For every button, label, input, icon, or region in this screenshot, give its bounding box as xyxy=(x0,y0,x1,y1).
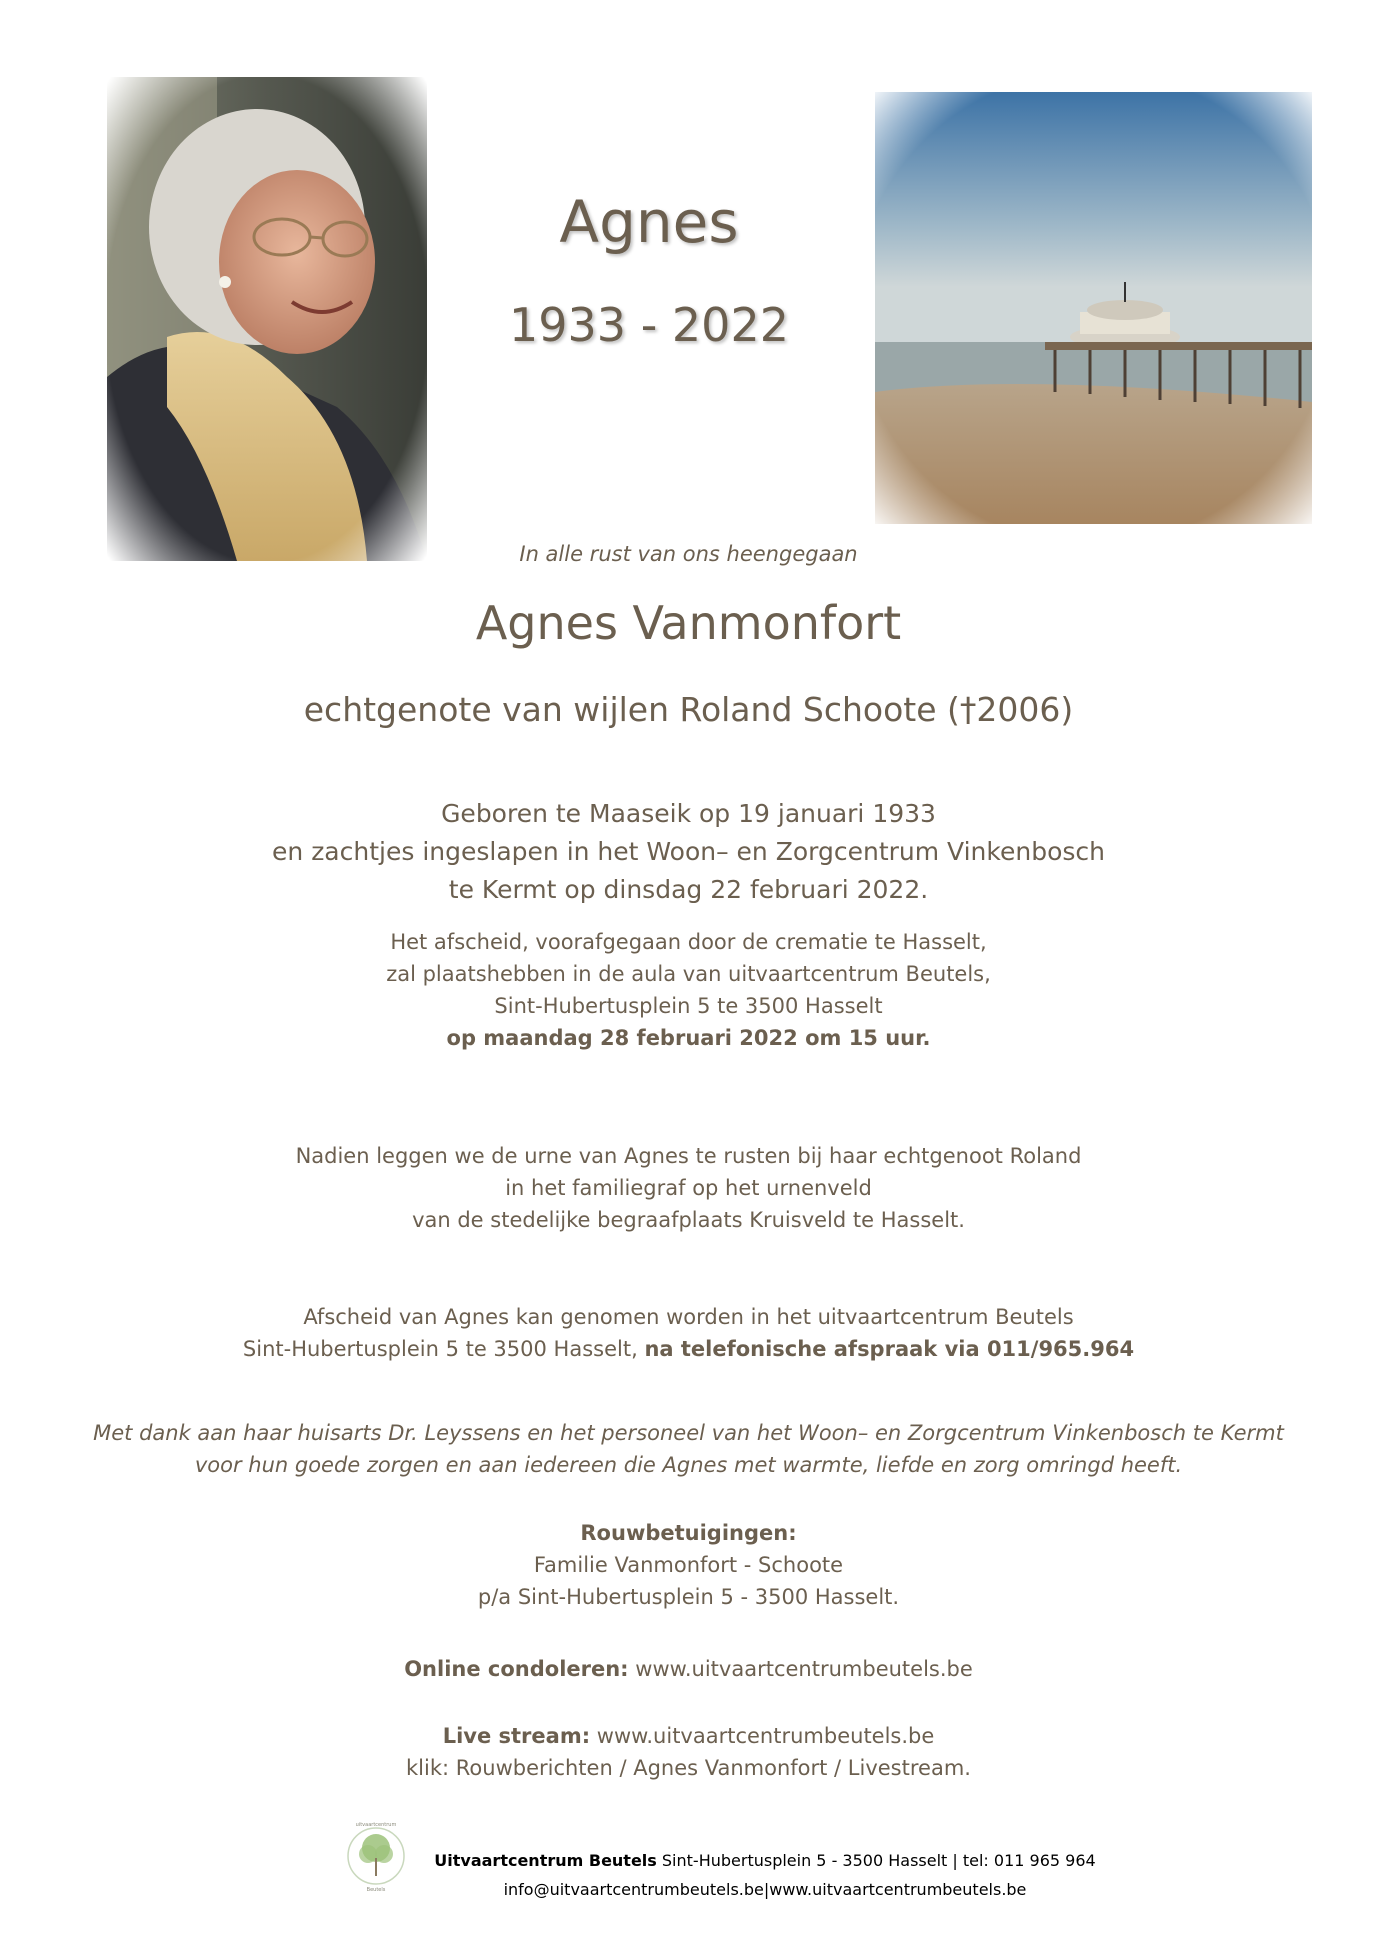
footer-company: Uitvaartcentrum Beutels xyxy=(434,1851,657,1870)
online-condolences xyxy=(0,1653,1377,1685)
livestream-block xyxy=(0,1720,1377,1784)
birth-block xyxy=(0,795,1377,909)
urn-line: van de stedelijke begraafplaats Kruisveld te Hasselt. xyxy=(412,1208,965,1232)
farewell-block xyxy=(0,926,1377,1054)
footer xyxy=(415,1846,1115,1904)
birth-line: te Kermt op dinsdag 22 februari 2022. xyxy=(448,875,929,904)
livestream-instructions: klik: Rouwberichten / Agnes Vanmonfort / Livestream. xyxy=(406,1756,971,1780)
condolences-line: Familie Vanmonfort - Schoote xyxy=(533,1553,844,1577)
farewell-line: Sint-Hubertusplein 5 te 3500 Hasselt xyxy=(494,994,883,1018)
farewell-date: op maandag 28 februari 2022 om 15 uur. xyxy=(446,1026,931,1050)
livestream-label: Live stream: xyxy=(442,1724,591,1748)
intro-line: In alle rust van ons heengegaan xyxy=(519,542,858,566)
condolences-block xyxy=(0,1517,1377,1613)
logo-text-top: uitvaartcentrum xyxy=(355,1822,397,1828)
visit-address: Sint-Hubertusplein 5 te 3500 Hasselt, xyxy=(242,1337,645,1361)
full-name: Agnes Vanmonfort xyxy=(475,596,902,650)
urn-line: in het familiegraf op het urnenveld xyxy=(505,1176,872,1200)
logo-text-bottom: Beutels xyxy=(366,1887,386,1893)
visit-line: Afscheid van Agnes kan genomen worden in het uitvaartcentrum Beutels xyxy=(303,1305,1074,1329)
footer-contact[interactable]: info@uitvaartcentrumbeutels.be|www.uitvaartcentrumbeutels.be xyxy=(503,1880,1027,1899)
life-years: 1933 - 2022 xyxy=(509,298,789,352)
pier-photo xyxy=(875,92,1312,524)
farewell-line: Het afscheid, voorafgegaan door de crematie te Hasselt, xyxy=(390,930,987,954)
first-name-heading: Agnes xyxy=(559,188,739,256)
footer-address: Sint-Hubertusplein 5 - 3500 Hasselt | tel: 011 965 964 xyxy=(656,1851,1096,1870)
thanks-block xyxy=(0,1417,1377,1481)
company-logo xyxy=(346,1818,406,1894)
online-label: Online condoleren: xyxy=(404,1657,629,1681)
visit-appointment: na telefonische afspraak via 011/965.964 xyxy=(644,1337,1135,1361)
birth-line: en zachtjes ingeslapen in het Woon– en Zorgcentrum Vinkenbosch xyxy=(272,837,1105,866)
condolences-heading: Rouwbetuigingen: xyxy=(580,1521,797,1545)
visit-block xyxy=(0,1301,1377,1365)
condolences-line: p/a Sint-Hubertusplein 5 - 3500 Hasselt. xyxy=(477,1585,900,1609)
thanks-line: Met dank aan haar huisarts Dr. Leyssens en het personeel van het Woon– en Zorgcentrum Vinkenbosch te Kermt xyxy=(93,1421,1284,1445)
livestream-url[interactable]: www.uitvaartcentrumbeutels.be xyxy=(590,1724,935,1748)
thanks-line: voor hun goede zorgen en aan iedereen die Agnes met warmte, liefde en zorg omringd heeft. xyxy=(194,1453,1183,1477)
birth-line: Geboren te Maaseik op 19 januari 1933 xyxy=(441,799,936,828)
portrait-photo xyxy=(107,77,427,561)
farewell-line: zal plaatshebben in de aula van uitvaartcentrum Beutels, xyxy=(386,962,991,986)
online-url[interactable]: www.uitvaartcentrumbeutels.be xyxy=(628,1657,973,1681)
urn-block xyxy=(0,1140,1377,1236)
urn-line: Nadien leggen we de urne van Agnes te rusten bij haar echtgenoot Roland xyxy=(295,1144,1082,1168)
spouse-line: echtgenote van wijlen Roland Schoote (†2006) xyxy=(303,690,1074,729)
visit-line xyxy=(0,1333,1377,1365)
